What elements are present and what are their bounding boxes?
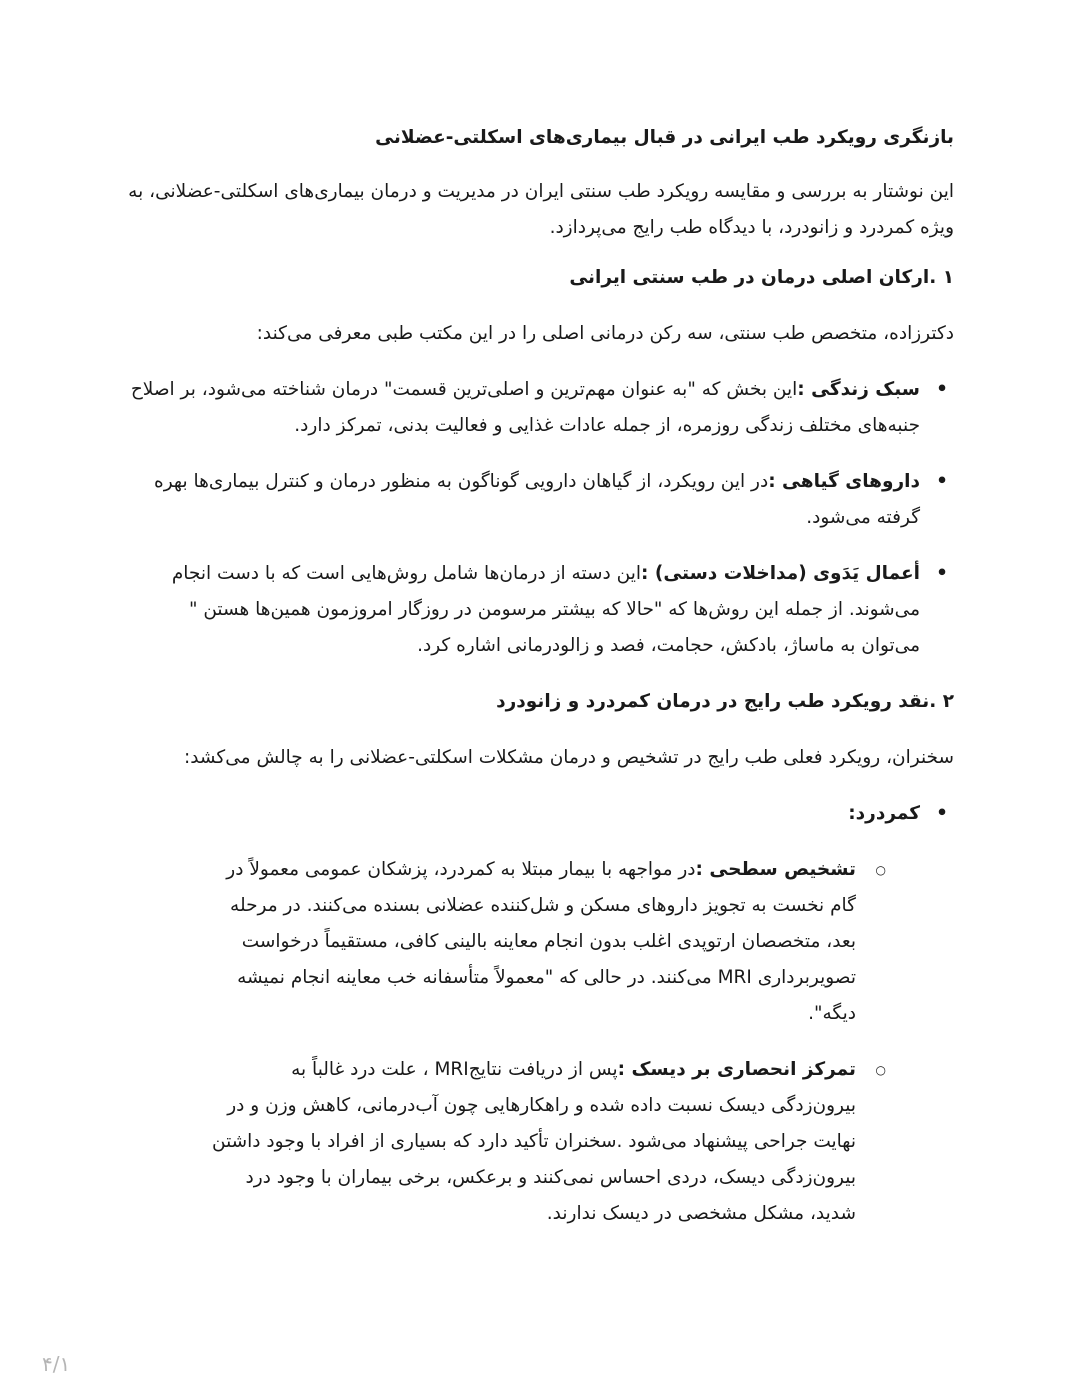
list-item-label: سبک زندگی : (797, 379, 920, 400)
list-item-label: أعمال یَدَوی (مداخلات دستی) : (641, 563, 920, 584)
sublist-item (208, 1052, 896, 1232)
list-item-text: در این رویکرد، از گیاهان دارویی گوناگون به منظور درمان و کنترل بیماری‌ها بهره گرفته می‌شود. (154, 471, 920, 528)
list-item (128, 796, 954, 832)
list-item-text: این بخش که "به عنوان مهم‌ترین و اصلی‌ترین قسمت" درمان شناخته می‌شود، بر اصلاح جنبه‌های مختلف زندگی روزمره، از جمله عادات غذایی و فعالیت بدنی، تمرکز دارد. (130, 379, 920, 436)
section2-list (128, 796, 954, 832)
list-item (128, 372, 954, 444)
list-item (128, 556, 954, 664)
section2-heading: ۲ .نقد رویکرد طب رایج در درمان کمردرد و زانودرد (496, 691, 954, 712)
section2-sublist (128, 852, 896, 1232)
document-title: بازنگری رویکرد طب ایرانی در قبال بیماری‌های اسکلتی-عضلانی (375, 127, 954, 148)
section1-heading: ۱ .ارکان اصلی درمان در طب سنتی ایرانی (569, 267, 954, 288)
document-page (128, 118, 954, 1252)
sublist-item-label: تشخیص سطحی : (695, 859, 856, 880)
section2-intro: سخنران، رویکرد فعلی طب رایج در تشخیص و درمان مشکلات اسکلتی-عضلانی را به چالش می‌کشد: (183, 747, 954, 768)
section1-intro: دکترزاده، متخصص طب سنتی، سه رکن درمانی اصلی را در این مکتب طبی معرفی می‌کند: (256, 323, 954, 344)
sublist-item (208, 852, 896, 1032)
sublist-item-text: در مواجهه با بیمار مبتلا به کمردرد، پزشکان عمومی معمولاً در گام نخست به تجویز داروهای مسکن و شل‌کننده عضلانی بسنده می‌کنند. در مرحله بعد، متخصصان ارتوپدی اغلب بدون انجام معاینه بالینی کافی، مستقیماً درخواست تصویربرداری MRI می‌کنند. در حالی که "معمولاً متأسفانه خب معاینه انجام نمیشه دیگه". (226, 859, 856, 1024)
list-item-text: این دسته از درمان‌ها شامل روش‌هایی است که با دست انجام می‌شوند. از جمله این روش‌ها که "حالا که بیشتر مرسومن در روزگار امروزمون همین‌ها هستن " می‌توان به ماساژ، بادکش، حجامت، فصد و زالودرمانی اشاره کرد. (171, 563, 920, 656)
sublist-item-label: تمرکز انحصاری بر دیسک : (617, 1059, 856, 1080)
page-number: ۴/۱ (42, 1352, 71, 1376)
list-item-label: داروهای گیاهی : (768, 471, 920, 492)
list-item (128, 464, 954, 536)
list-item-label: کمردرد: (848, 803, 920, 824)
section1-list (128, 372, 954, 664)
sublist-item-text: پس از دریافت نتایجMRI ، علت درد غالباً به بیرون‌زدگی دیسک نسبت داده شده و راهکارهایی چون آب‌درمانی، کاهش وزن و در نهایت جراحی پیشنهاد می‌شود .سخنران تأکید دارد که بسیاری از افراد با وجود داشتن بیرون‌زدگی دیسک، دردی احساس نمی‌کنند و برعکس، برخی بیماران با وجود درد شدید، مشکل مشخصی در دیسک ندارند. (212, 1059, 856, 1224)
intro-paragraph: این نوشتار به بررسی و مقایسه رویکرد طب سنتی ایران در مدیریت و درمان بیماری‌های اسکلتی-عضلانی، به ویژه کمردرد و زانودرد، با دیدگاه طب رایج می‌پردازد. (128, 181, 954, 238)
